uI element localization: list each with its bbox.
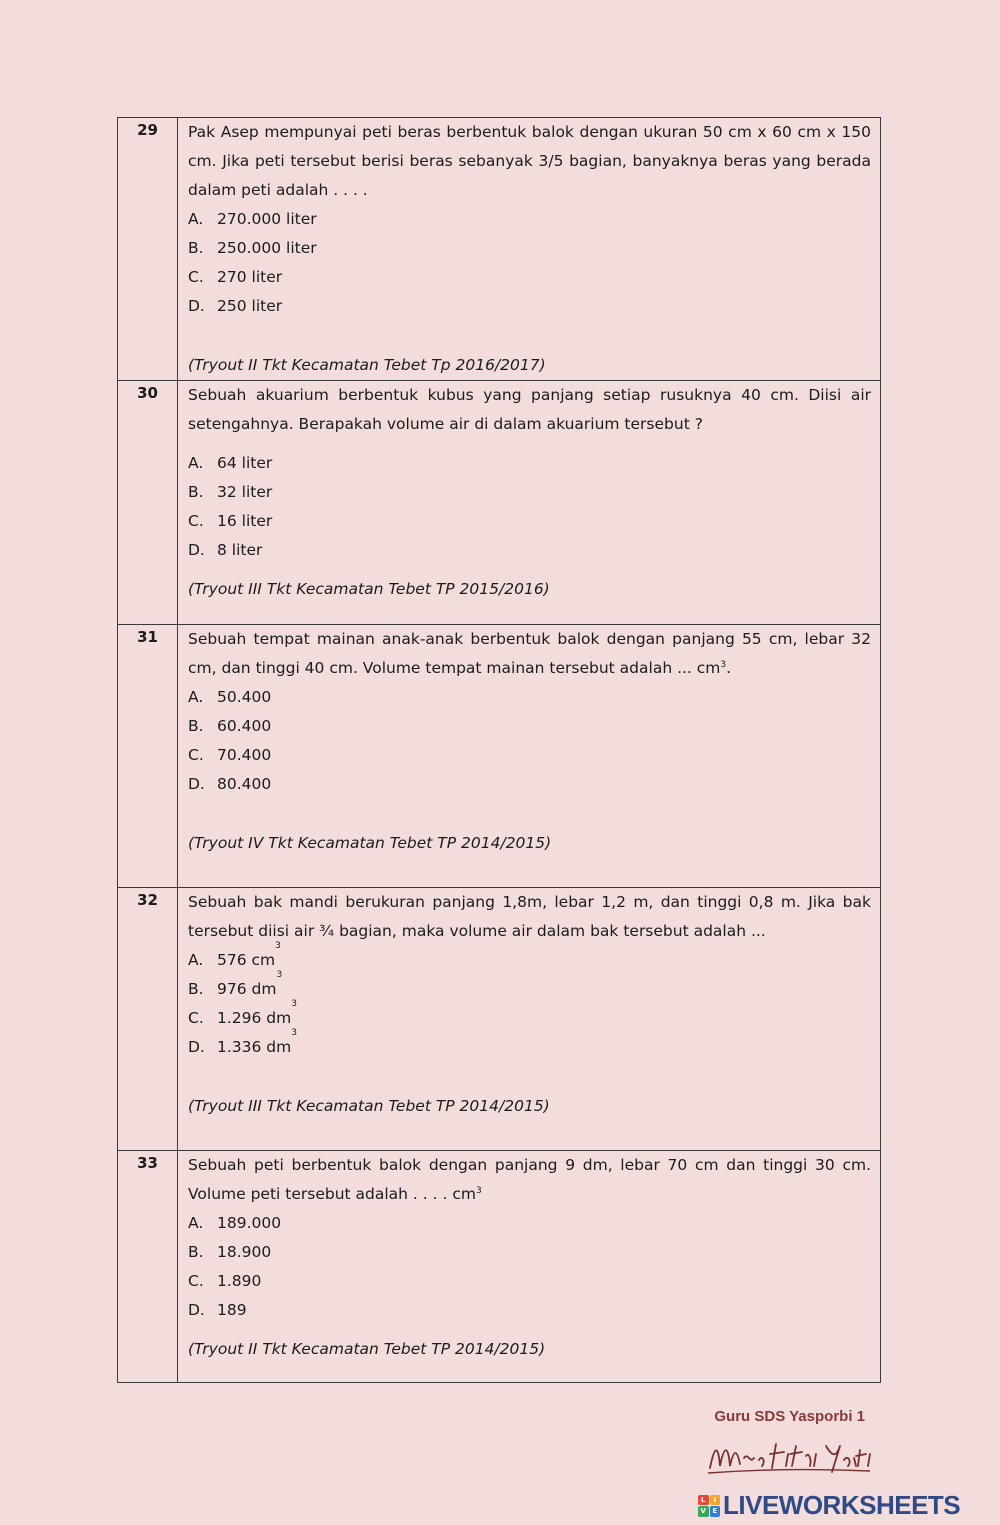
answer-option[interactable] bbox=[188, 263, 871, 292]
question-source: (Tryout III Tkt Kecamatan Tebet TP 2015/2016) bbox=[188, 580, 550, 598]
option-value: 64 liter bbox=[217, 454, 273, 472]
answer-option[interactable] bbox=[188, 1209, 871, 1238]
question-row bbox=[118, 625, 881, 888]
answer-options bbox=[188, 941, 871, 1062]
answer-option[interactable] bbox=[188, 1267, 871, 1296]
option-letter: C. bbox=[188, 746, 204, 764]
option-letter: C. bbox=[188, 1272, 204, 1290]
question-number: 30 bbox=[118, 381, 178, 625]
question-number: 33 bbox=[118, 1151, 178, 1383]
question-source: (Tryout II Tkt Kecamatan Tebet Tp 2016/2017) bbox=[188, 356, 546, 374]
answer-option[interactable] bbox=[188, 770, 871, 799]
option-value: 16 liter bbox=[217, 512, 273, 530]
option-value: 270 liter bbox=[217, 268, 283, 286]
option-letter: D. bbox=[188, 541, 205, 559]
option-value: 250 liter bbox=[217, 297, 283, 315]
answer-option[interactable] bbox=[188, 1028, 871, 1062]
unit-exponent: 3 bbox=[291, 999, 297, 1009]
answer-option[interactable] bbox=[188, 478, 871, 507]
option-letter: C. bbox=[188, 268, 204, 286]
answer-option[interactable] bbox=[188, 292, 871, 321]
question-text: Pak Asep mempunyai peti beras berbentuk balok dengan ukuran 50 cm x 60 cm x 150 cm. Jika peti tersebut berisi beras sebanyak 3/5 bagian, banyaknya beras yang berada dalam peti adalah . . . . bbox=[188, 123, 871, 199]
question-text: Sebuah akuarium berbentuk kubus yang panjang setiap rusuknya 40 cm. Diisi air setengahnya. Berapakah volume air di dalam akuarium tersebut ? bbox=[188, 386, 871, 433]
option-letter: B. bbox=[188, 1243, 204, 1261]
option-value: 32 liter bbox=[217, 483, 273, 501]
option-letter: D. bbox=[188, 1301, 205, 1319]
teacher-label: Guru SDS Yasporbi 1 bbox=[714, 1408, 865, 1425]
question-cell bbox=[178, 888, 881, 1151]
answer-option[interactable] bbox=[188, 1296, 871, 1325]
question-row bbox=[118, 118, 881, 381]
question-row bbox=[118, 1151, 881, 1383]
answer-options bbox=[188, 449, 871, 565]
option-value: 50.400 bbox=[217, 688, 272, 706]
option-letter: B. bbox=[188, 483, 204, 501]
option-letter: D. bbox=[188, 1038, 205, 1056]
option-letter: B. bbox=[188, 980, 204, 998]
option-value: 1.890 bbox=[217, 1272, 262, 1290]
question-text: Sebuah peti berbentuk balok dengan panjang 9 dm, lebar 70 cm dan tinggi 30 cm. Volume peti tersebut adalah . . . . $cm^3$ bbox=[188, 1156, 871, 1203]
answer-option[interactable] bbox=[188, 941, 871, 975]
answer-option[interactable] bbox=[188, 205, 871, 234]
option-value: 1.336 dm bbox=[217, 1038, 292, 1056]
option-value: 250.000 liter bbox=[217, 239, 317, 257]
option-letter: B. bbox=[188, 717, 204, 735]
option-value: 18.900 bbox=[217, 1243, 272, 1261]
liveworksheets-brand[interactable] bbox=[698, 1490, 960, 1521]
unit-exponent: 3 bbox=[275, 941, 281, 951]
answer-option[interactable] bbox=[188, 234, 871, 263]
question-number: 31 bbox=[118, 625, 178, 888]
answer-option[interactable] bbox=[188, 683, 871, 712]
option-letter: A. bbox=[188, 951, 204, 969]
option-value: 60.400 bbox=[217, 717, 272, 735]
question-number: 32 bbox=[118, 888, 178, 1151]
answer-options bbox=[188, 205, 871, 321]
answer-option[interactable] bbox=[188, 536, 871, 565]
question-text: Sebuah bak mandi berukuran panjang 1,8m, lebar 1,2 m, dan tinggi 0,8 m. Jika bak tersebut diisi air ¾ bagian, maka volume air dalam bak tersebut adalah ... bbox=[188, 893, 871, 940]
option-value: 1.296 dm bbox=[217, 1009, 292, 1027]
option-value: 976 dm bbox=[217, 980, 277, 998]
liveworksheets-logo-icon: L I V E bbox=[698, 1495, 720, 1517]
option-value: 70.400 bbox=[217, 746, 272, 764]
answer-option[interactable] bbox=[188, 741, 871, 770]
question-cell bbox=[178, 625, 881, 888]
question-text: Sebuah tempat mainan anak-anak berbentuk balok dengan panjang 55 cm, lebar 32 cm, dan tinggi 40 cm. Volume tempat mainan tersebut adalah ... $cm^3$. bbox=[188, 630, 871, 677]
question-source: (Tryout III Tkt Kecamatan Tebet TP 2014/2015) bbox=[188, 1097, 550, 1115]
option-value: 8 liter bbox=[217, 541, 263, 559]
answer-option[interactable] bbox=[188, 712, 871, 741]
question-number: 29 bbox=[118, 118, 178, 381]
option-value: 270.000 liter bbox=[217, 210, 317, 228]
option-letter: B. bbox=[188, 239, 204, 257]
option-value: 189.000 bbox=[217, 1214, 282, 1232]
option-value: 189 bbox=[217, 1301, 247, 1319]
brand-name: LIVEWORKSHEETS bbox=[723, 1490, 961, 1520]
signature bbox=[704, 1436, 874, 1476]
option-letter: C. bbox=[188, 512, 204, 530]
question-cell bbox=[178, 118, 881, 381]
option-letter: A. bbox=[188, 688, 204, 706]
question-cell bbox=[178, 1151, 881, 1383]
option-value: 576 cm bbox=[217, 951, 276, 969]
unit-exponent: 3 bbox=[291, 1028, 297, 1038]
option-letter: C. bbox=[188, 1009, 204, 1027]
option-letter: D. bbox=[188, 297, 205, 315]
option-letter: A. bbox=[188, 210, 204, 228]
question-row bbox=[118, 381, 881, 625]
answer-option[interactable] bbox=[188, 449, 871, 478]
option-letter: A. bbox=[188, 454, 204, 472]
question-row bbox=[118, 888, 881, 1151]
answer-option[interactable] bbox=[188, 1238, 871, 1267]
answer-options bbox=[188, 683, 871, 799]
question-cell bbox=[178, 381, 881, 625]
question-table bbox=[117, 117, 881, 1383]
option-value: 80.400 bbox=[217, 775, 272, 793]
unit-exponent: 3 bbox=[276, 970, 283, 980]
answer-option[interactable] bbox=[188, 507, 871, 536]
option-letter: A. bbox=[188, 1214, 204, 1232]
option-letter: D. bbox=[188, 775, 205, 793]
question-source: (Tryout II Tkt Kecamatan Tebet TP 2014/2015) bbox=[188, 1340, 546, 1358]
answer-options bbox=[188, 1209, 871, 1325]
question-source: (Tryout IV Tkt Kecamatan Tebet TP 2014/2015) bbox=[188, 834, 552, 852]
